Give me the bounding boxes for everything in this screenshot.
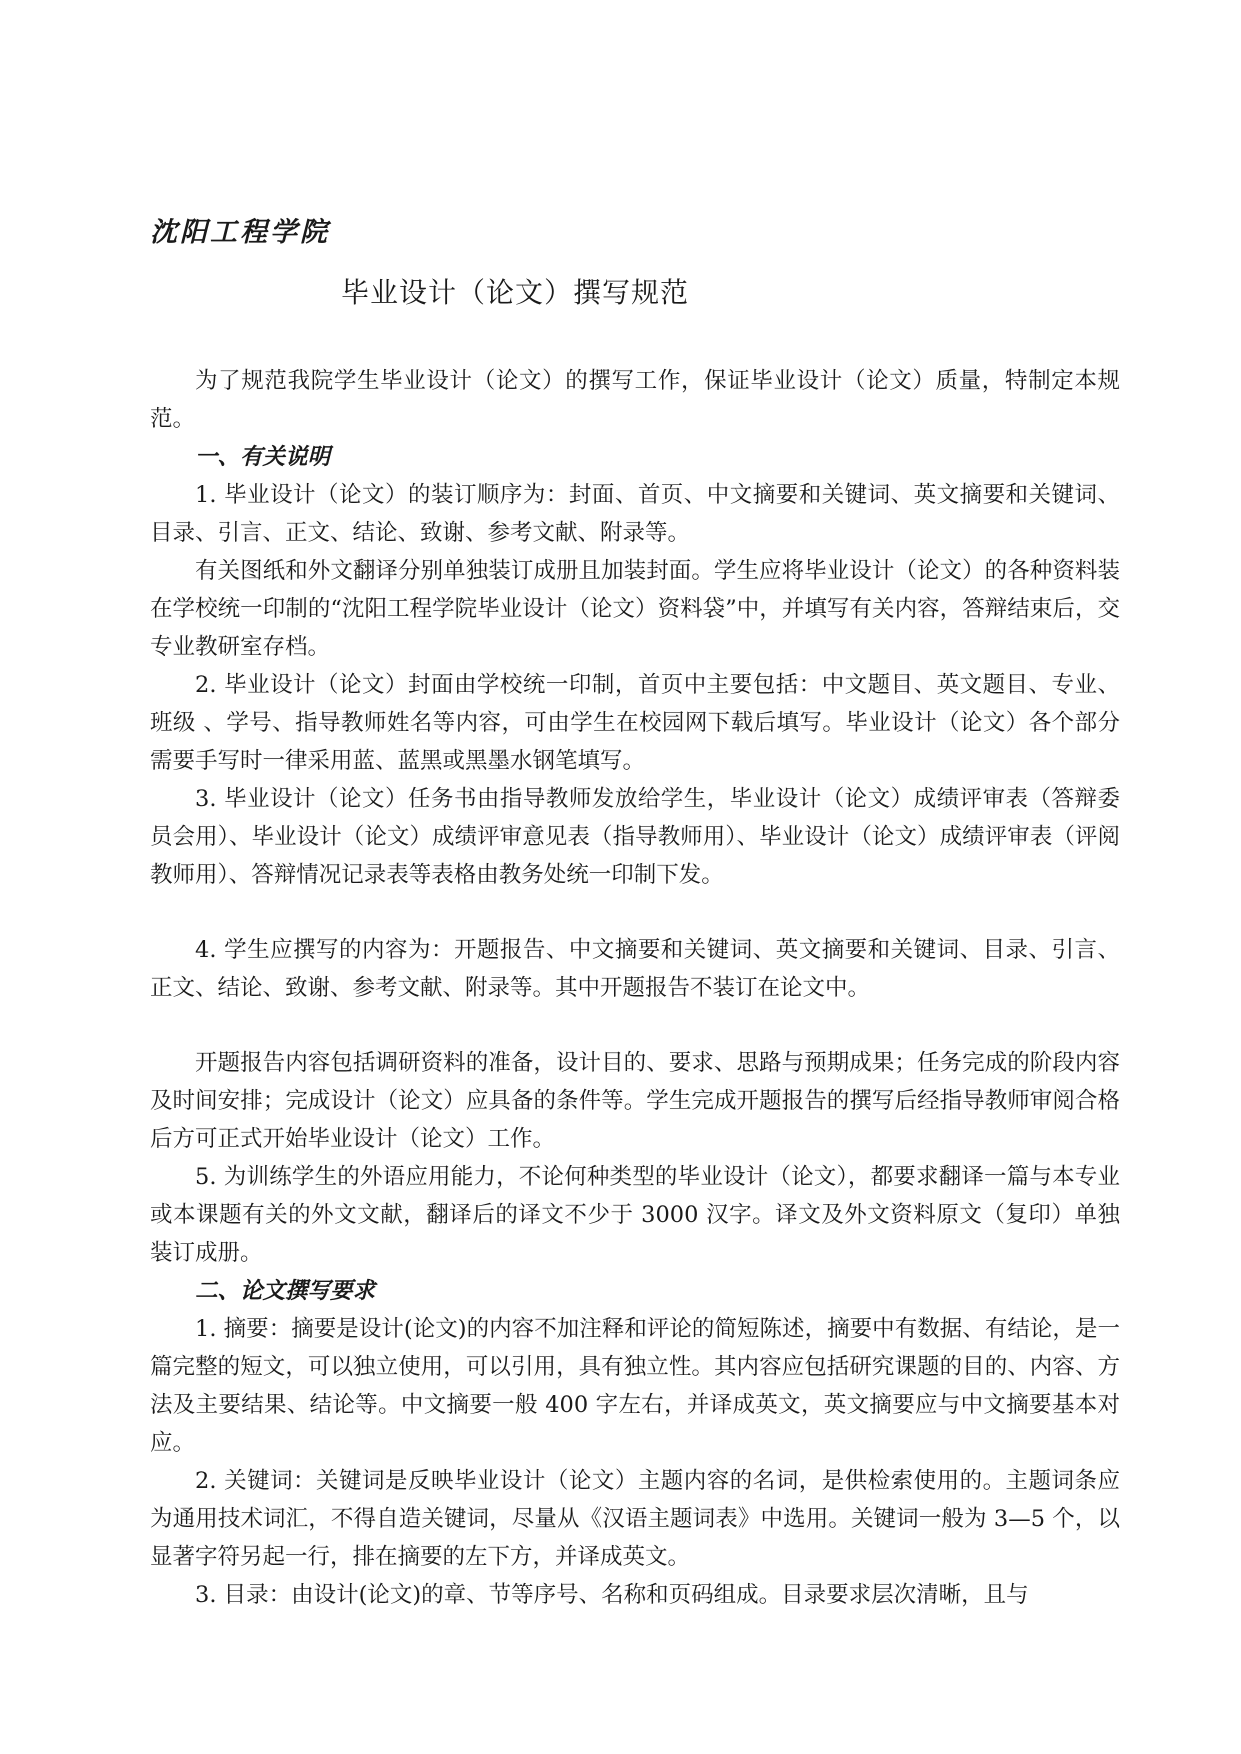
paragraph: 4. 学生应撰写的内容为：开题报告、中文摘要和关键词、英文摘要和关键词、目录、引言、正文、结论、致谢、参考文献、附录等。其中开题报告不装订在论文中。 xyxy=(150,937,1120,1001)
paragraph: 开题报告内容包括调研资料的准备，设计目的、要求、思路与预期成果；任务完成的阶段内容及时间安排；完成设计（论文）应具备的条件等。学生完成开题报告的撰写后经指导教师审阅合格后方可正式开始毕业设计（论文）工作。 xyxy=(150,1050,1120,1152)
document-body xyxy=(150,362,1120,1614)
paragraph: 5. 为训练学生的外语应用能力，不论何种类型的毕业设计（论文），都要求翻译一篇与本专业或本课题有关的外文文献，翻译后的译文不少于 3000 汉字。译文及外文资料原文（复印）单独装订成册。 xyxy=(150,1164,1120,1266)
document-title: 毕业设计（论文）撰写规范 xyxy=(341,276,690,309)
paragraph: 3. 目录：由设计(论文)的章、节等序号、名称和页码组成。目录要求层次清晰，且与 xyxy=(195,1582,1029,1608)
paragraph: 1. 毕业设计（论文）的装订顺序为：封面、首页、中文摘要和关键词、英文摘要和关键词、目录、引言、正文、结论、致谢、参考文献、附录等。 xyxy=(150,482,1120,546)
paragraph: 3. 毕业设计（论文）任务书由指导教师发放给学生，毕业设计（论文）成绩评审表（答辩委员会用）、毕业设计（论文）成绩评审意见表（指导教师用）、毕业设计（论文）成绩评审表（评阅教师用）、答辩情况记录表等表格由教务处统一印制下发。 xyxy=(150,786,1120,888)
section-heading-1: 一、有关说明 xyxy=(195,444,331,470)
paragraph: 1. 摘要：摘要是设计(论文)的内容不加注释和评论的简短陈述，摘要中有数据、有结论，是一篇完整的短文，可以独立使用，可以引用，具有独立性。其内容应包括研究课题的目的、内容、方法及主要结果、结论等。中文摘要一般 400 字左右，并译成英文，英文摘要应与中文摘要基本对应。 xyxy=(150,1316,1120,1456)
section-heading-2: 二、论文撰写要求 xyxy=(195,1278,376,1304)
paragraph: 有关图纸和外文翻译分别单独装订成册且加装封面。学生应将毕业设计（论文）的各种资料装在学校统一印制的“沈阳工程学院毕业设计（论文）资料袋”中，并填写有关内容，答辩结束后，交专业教研室存档。 xyxy=(150,558,1120,660)
paragraph: 2. 关键词：关键词是反映毕业设计（论文）主题内容的名词，是供检索使用的。主题词条应为通用技术词汇，不得自造关键词，尽量从《汉语主题词表》中选用。关键词一般为 3—5 个，以显著字符另起一行，排在摘要的左下方，并译成英文。 xyxy=(150,1468,1120,1570)
paragraph: 2. 毕业设计（论文）封面由学校统一印制，首页中主要包括：中文题目、英文题目、专业、班级 、学号、指导教师姓名等内容，可由学生在校园网下载后填写。毕业设计（论文）各个部分需要手写时一律采用蓝、蓝黑或黑墨水钢笔填写。 xyxy=(150,672,1120,774)
school-name: 沈阳工程学院 xyxy=(150,217,330,248)
intro-paragraph: 为了规范我院学生毕业设计（论文）的撰写工作，保证毕业设计（论文）质量，特制定本规范。 xyxy=(150,368,1120,432)
